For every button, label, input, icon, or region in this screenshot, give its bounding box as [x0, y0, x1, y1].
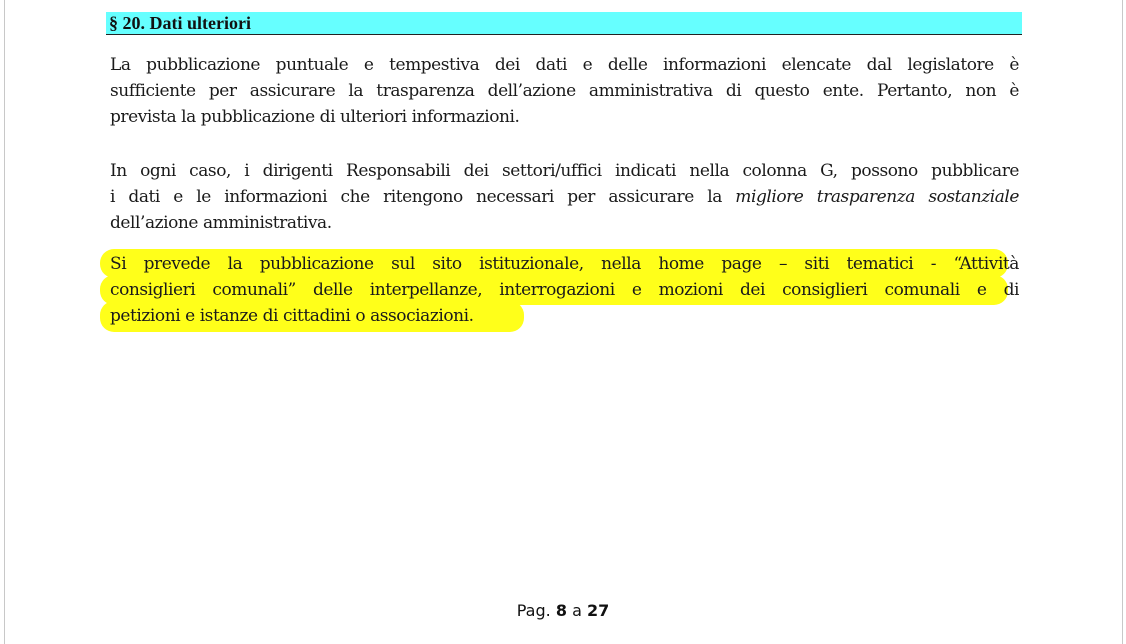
paragraph-line	[110, 184, 1019, 210]
page-footer	[0, 601, 1126, 620]
section-heading: § 20. Dati ulteriori	[106, 12, 1022, 35]
page-label: Pag.	[516, 601, 551, 620]
current-page-number: 8	[555, 601, 567, 620]
total-pages-number: 27	[586, 601, 610, 620]
paragraph-line: petizioni e istanze di cittadini o associazioni.	[110, 306, 474, 326]
paragraph-line: La pubblicazione puntuale e tempestiva dei dati e delle informazioni elencate dal legislatore è	[110, 55, 1019, 75]
paragraph-line: dell’azione amministrativa.	[110, 213, 332, 233]
paragraph-line: sufficiente per assicurare la trasparenza dell’azione amministrativa di questo ente. Pertanto, non è	[110, 81, 1019, 101]
paragraph-highlighted-publication	[110, 251, 1019, 329]
paragraph-line: Si prevede la pubblicazione sul sito istituzionale, nella home page – siti tematici - “Attività	[110, 254, 1019, 274]
paragraph-line: consiglieri comunali” delle interpellanze, interrogazioni e mozioni dei consiglieri comunali e di	[110, 280, 1019, 300]
page-edge-right	[1122, 0, 1123, 644]
paragraph-line: prevista la pubblicazione di ulteriori informazioni.	[110, 107, 520, 127]
paragraph-managers-may-publish	[110, 158, 1019, 236]
paragraph-text: i dati e le informazioni che ritengono necessari per assicurare la	[110, 187, 736, 207]
paragraph-publication-sufficient	[110, 52, 1019, 130]
emphasis-text: migliore trasparenza sostanziale	[735, 187, 1019, 207]
page-edge-left	[4, 0, 5, 644]
paragraph-line: In ogni caso, i dirigenti Responsabili dei settori/uffici indicati nella colonna G, possono pubblicare	[110, 161, 1019, 181]
page-separator: a	[572, 601, 582, 620]
